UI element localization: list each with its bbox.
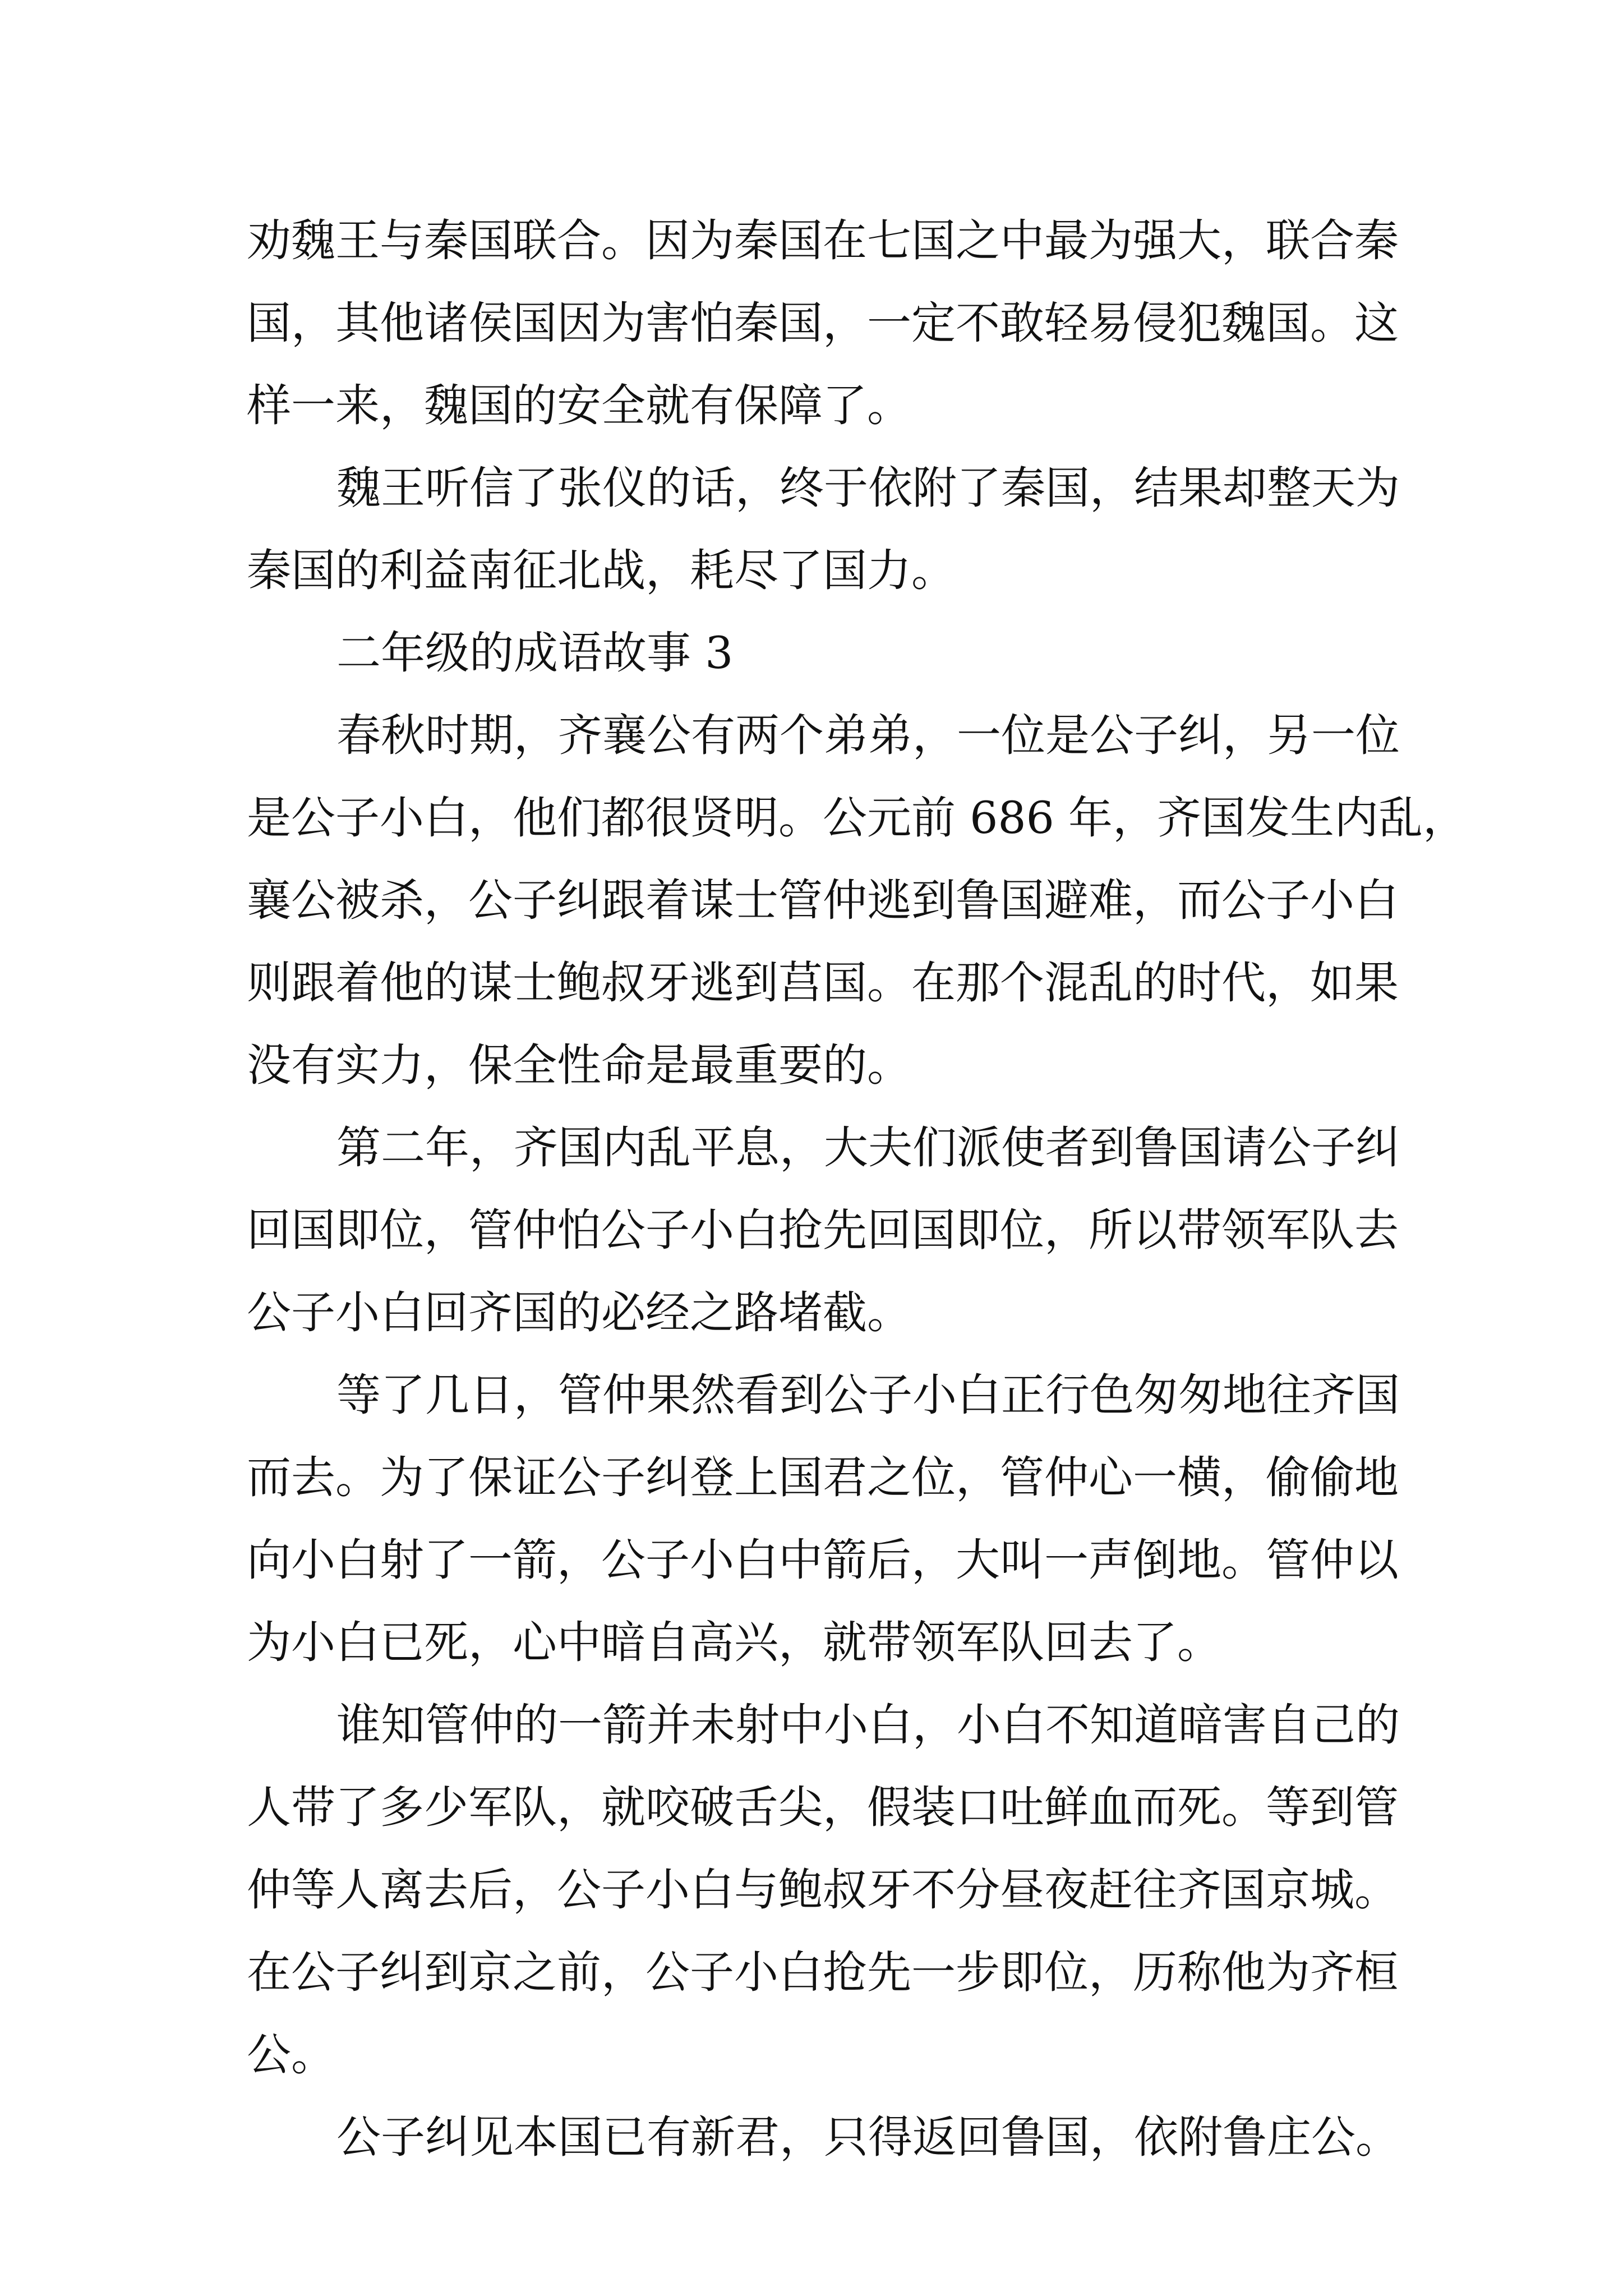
paragraph <box>247 1354 1400 1684</box>
paragraph <box>247 1684 1400 2096</box>
document-body <box>247 200 1468 2179</box>
text-line: 襄公被杀，公子纠跟着谋士管仲逃到鲁国避难，而公子小白 <box>247 875 1399 926</box>
heading-line: 二年级的成语故事 3 <box>336 627 734 679</box>
text-line: 国，其他诸侯国因为害怕秦国，一定不敢轻易侵犯魏国。这 <box>247 297 1399 349</box>
paragraph <box>247 447 1400 612</box>
text-line: 劝魏王与秦国联合。因为秦国在七国之中最为强大，联合秦 <box>247 215 1399 266</box>
text-line: 公。 <box>247 2029 335 2081</box>
text-line: 没有实力，保全性命是最重要的。 <box>247 1039 911 1091</box>
text-line: 秦国的利益南征北战，耗尽了国力。 <box>247 545 956 596</box>
paragraph <box>247 694 1468 1107</box>
text-line: 公子纠见本国已有新君，只得返回鲁国，依附鲁庄公。 <box>336 2111 1400 2163</box>
text-line: 人带了多少军队，就咬破舌尖，假装口吐鲜血而死。等到管 <box>247 1782 1399 1833</box>
text-line: 第二年，齐国内乱平息，大夫们派使者到鲁国请公子纠 <box>336 1122 1400 1174</box>
text-line: 而去。为了保证公子纠登上国君之位，管仲心一横，偷偷地 <box>247 1452 1399 1503</box>
text-line: 为小白已死，心中暗自高兴，就带领军队回去了。 <box>247 1617 1221 1668</box>
paragraph <box>247 2096 1400 2179</box>
text-line: 回国即位，管仲怕公子小白抢先回国即位，所以带领军队去 <box>247 1204 1399 1256</box>
text-line: 公子小白回齐国的必经之路堵截。 <box>247 1287 911 1338</box>
text-line: 在公子纠到京之前，公子小白抢先一步即位，历称他为齐桓 <box>247 1947 1399 1998</box>
text-line: 春秋时期，齐襄公有两个弟弟，一位是公子纠，另一位 <box>336 710 1400 761</box>
text-line: 等了几日，管仲果然看到公子小白正行色匆匆地往齐国 <box>336 1369 1400 1421</box>
paragraph <box>247 1107 1400 1354</box>
text-line: 谁知管仲的一箭并未射中小白，小白不知道暗害自己的 <box>336 1699 1400 1751</box>
text-line: 是公子小白，他们都很贤明。公元前 686 年，齐国发生内乱， <box>247 792 1468 844</box>
text-line: 向小白射了一箭，公子小白中箭后，大叫一声倒地。管仲以 <box>247 1534 1399 1586</box>
paragraph-continuation <box>247 200 1399 447</box>
text-line: 仲等人离去后，公子小白与鲍叔牙不分昼夜赶往齐国京城。 <box>247 1864 1399 1916</box>
text-line: 则跟着他的谋士鲍叔牙逃到莒国。在那个混乱的时代，如果 <box>247 957 1399 1009</box>
text-line: 魏王听信了张仪的话，终于依附了秦国，结果却整天为 <box>336 462 1400 514</box>
section-heading <box>247 612 1391 694</box>
text-line: 样一来，魏国的安全就有保障了。 <box>247 380 911 431</box>
